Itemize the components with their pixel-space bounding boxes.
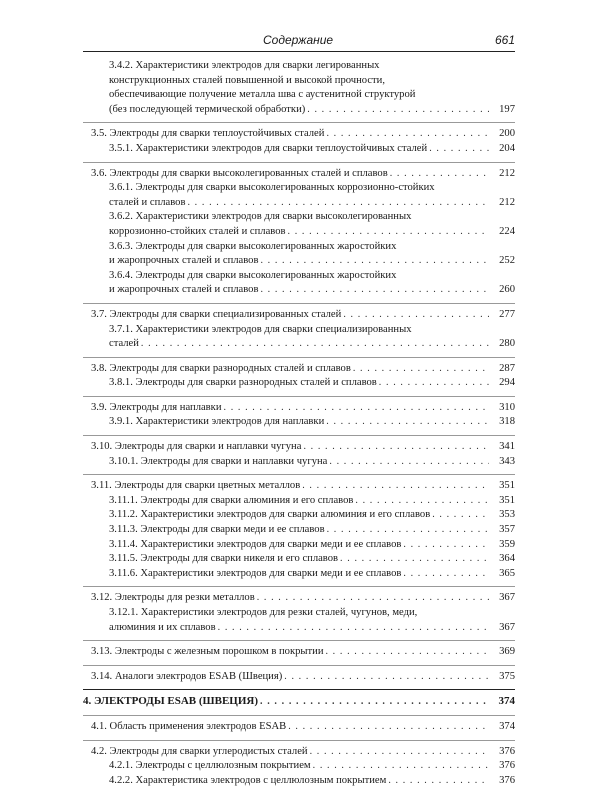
section-divider: [83, 122, 515, 123]
dot-leader: [340, 552, 489, 567]
toc-entry[interactable]: [83, 606, 515, 635]
dot-leader: [403, 538, 489, 553]
section-divider: [83, 474, 515, 475]
toc-page-number: 357: [499, 524, 515, 536]
dot-leader: [355, 494, 489, 509]
toc-page-number: 364: [499, 553, 515, 565]
toc-entry[interactable]: [83, 479, 515, 494]
toc-entry[interactable]: [83, 591, 515, 606]
toc-entry-text: 3.12.1. Характеристики электродов для резки сталей, чугунов, меди,: [109, 607, 418, 618]
toc-entry-text: 3.6.3. Электроды для сварки высоколегированных жаростойких: [109, 240, 397, 252]
toc-page-number: 197: [499, 103, 515, 115]
toc-entry-text: 4.2.1. Электроды с целлюлозным покрытием: [109, 760, 311, 772]
dot-leader: [326, 415, 489, 430]
dot-leader: [260, 283, 489, 298]
toc-page-number: 351: [499, 480, 515, 492]
toc-entry-text: 3.11.5. Электроды для сварки никеля и его сплавов: [109, 553, 339, 565]
section-divider: [83, 162, 515, 163]
toc-entry-text: 3.5.1. Характеристики электродов для сварки теплоустойчивых сталей: [109, 142, 428, 154]
section-divider: [83, 665, 515, 666]
dot-leader: [310, 745, 489, 760]
toc-entry[interactable]: [83, 362, 515, 377]
dot-leader: [307, 103, 489, 118]
toc-entry-text: 4.1. Область применения электродов ESAB: [91, 720, 287, 732]
section-divider: [83, 396, 515, 397]
toc-entry-text: сталей: [109, 338, 139, 350]
toc-page-number: 280: [499, 338, 515, 350]
toc-entry-text: 3.9.1. Характеристики электродов для наплавки: [109, 416, 325, 428]
toc-page-number: 277: [499, 308, 515, 320]
toc-entry-text: 3.6. Электроды для сварки высоколегированных сталей и сплавов: [91, 167, 388, 179]
toc-entry[interactable]: [83, 323, 515, 352]
toc-entry[interactable]: [83, 670, 515, 685]
dot-leader: [390, 167, 489, 182]
toc-page-number: 212: [499, 196, 515, 208]
toc-page-number: 374: [499, 720, 515, 732]
toc-page-number: 369: [499, 646, 515, 658]
toc-entry[interactable]: [83, 401, 515, 416]
section-divider: [83, 689, 515, 690]
toc-entry[interactable]: [83, 455, 515, 470]
toc-entry[interactable]: [83, 745, 515, 760]
toc-entry[interactable]: [83, 508, 515, 523]
toc-entry[interactable]: [83, 376, 515, 391]
toc-entry[interactable]: [83, 415, 515, 430]
toc-entry[interactable]: [83, 645, 515, 660]
toc-entry-text: 3.4.2. Характеристики электродов для сварки легированных: [109, 60, 380, 71]
toc-entry-text: 3.11.6. Характеристики электродов для сварки меди и ее сплавов: [109, 567, 402, 579]
dot-leader: [260, 695, 489, 710]
toc-entry[interactable]: [83, 440, 515, 455]
toc-page-number: 318: [499, 416, 515, 428]
table-of-contents: [83, 59, 515, 788]
toc-page-number: 351: [499, 494, 515, 506]
toc-entry-text: 3.10. Электроды для сварки и наплавки чугуна: [91, 441, 302, 453]
dot-leader: [432, 508, 489, 523]
toc-entry-text: 4.2. Электроды для сварки углеродистых сталей: [91, 745, 308, 757]
toc-entry[interactable]: [83, 494, 515, 509]
toc-entry-text: алюминия и их сплавов: [109, 621, 216, 633]
toc-page-number: 294: [499, 377, 515, 389]
toc-page-number: 376: [499, 760, 515, 772]
toc-entry-text: конструкционных сталей повышенной и высокой прочности,: [109, 74, 385, 86]
toc-entry[interactable]: [83, 552, 515, 567]
toc-entry-text: обеспечивающие получение металла шва с аустенитной структурой: [109, 89, 416, 101]
toc-page-number: 200: [499, 128, 515, 140]
dot-leader: [260, 254, 489, 269]
section-divider: [83, 740, 515, 741]
toc-page-number: 367: [499, 621, 515, 633]
toc-entry-text: 3.7. Электроды для сварки специализированных сталей: [91, 308, 342, 320]
toc-page-number: 359: [499, 538, 515, 550]
dot-leader: [379, 376, 489, 391]
toc-entry[interactable]: [83, 308, 515, 323]
toc-entry-text: и жаропрочных сталей и сплавов: [109, 284, 259, 296]
toc-entry-text: 3.13. Электроды с железным порошком в покрытии: [91, 646, 324, 658]
toc-entry[interactable]: [83, 269, 515, 298]
section-divider: [83, 715, 515, 716]
dot-leader: [302, 479, 489, 494]
toc-entry[interactable]: [83, 127, 515, 142]
toc-entry[interactable]: [83, 59, 515, 117]
dot-leader: [329, 455, 489, 470]
toc-page-number: 224: [499, 225, 515, 237]
section-divider: [83, 303, 515, 304]
dot-leader: [327, 523, 489, 538]
toc-entry-text: 3.12. Электроды для резки металлов: [91, 592, 255, 604]
toc-entry-text: 3.9. Электроды для наплавки: [91, 401, 222, 413]
page-header: [83, 33, 515, 49]
toc-entry[interactable]: [83, 759, 515, 774]
toc-entry[interactable]: [83, 538, 515, 553]
dot-leader: [388, 774, 489, 788]
dot-leader: [141, 337, 489, 352]
toc-page-number: 287: [499, 362, 515, 374]
toc-entry-text: и жаропрочных сталей и сплавов: [109, 255, 259, 267]
toc-entry-text: 4. ЭЛЕКТРОДЫ ESAB (ШВЕЦИЯ): [83, 695, 259, 708]
toc-page-number: 375: [499, 670, 515, 682]
dot-leader: [343, 308, 489, 323]
toc-entry[interactable]: [83, 774, 515, 788]
dot-leader: [288, 225, 490, 240]
toc-entry-text: 3.8. Электроды для сварки разнородных сталей и сплавов: [91, 362, 351, 374]
dot-leader: [284, 670, 489, 685]
running-title: Содержание: [263, 33, 334, 47]
toc-entry-text: (без последующей термической обработки): [109, 103, 306, 115]
toc-entry[interactable]: [83, 523, 515, 538]
toc-page-number: 212: [499, 167, 515, 179]
toc-page-number: 376: [499, 774, 515, 786]
toc-page-number: 353: [499, 509, 515, 521]
toc-entry[interactable]: [83, 167, 515, 182]
toc-entry-text: сталей и сплавов: [109, 196, 186, 208]
section-divider: [83, 435, 515, 436]
toc-entry-text: 3.7.1. Характеристики электродов для сварки специализированных: [109, 323, 412, 335]
toc-entry[interactable]: [83, 181, 515, 210]
toc-entry-text: 3.11.1. Электроды для сварки алюминия и его сплавов: [109, 494, 354, 506]
toc-entry[interactable]: [83, 142, 515, 157]
toc-page-number: 343: [499, 455, 515, 467]
dot-leader: [224, 401, 490, 416]
dot-leader: [218, 621, 489, 636]
toc-entry[interactable]: [83, 694, 515, 710]
toc-entry-text: 3.8.1. Электроды для сварки разнородных сталей и сплавов: [109, 377, 377, 389]
toc-entry-text: 3.6.1. Электроды для сварки высоколегированных коррозионно-стойких: [109, 182, 435, 194]
toc-page-number: 376: [499, 745, 515, 757]
dot-leader: [325, 645, 489, 660]
toc-page-number: 374: [498, 695, 515, 708]
toc-page-number: 260: [499, 284, 515, 296]
dot-leader: [303, 440, 489, 455]
toc-page-number: 367: [499, 592, 515, 604]
dot-leader: [429, 142, 489, 157]
toc-entry-text: 3.11. Электроды для сварки цветных металлов: [91, 480, 301, 492]
toc-entry-text: 3.14. Аналоги электродов ESAB (Швеция): [91, 670, 283, 682]
toc-entry-text: 3.10.1. Электроды для сварки и наплавки чугуна: [109, 455, 328, 467]
toc-entry-text: 3.11.3. Электроды для сварки меди и ее сплавов: [109, 524, 325, 536]
toc-page-number: 341: [499, 441, 515, 453]
section-divider: [83, 357, 515, 358]
page-number: 661: [494, 33, 515, 47]
section-divider: [83, 640, 515, 641]
dot-leader: [288, 720, 489, 735]
toc-entry-text: коррозионно-стойких сталей и сплавов: [109, 225, 286, 237]
toc-entry-text: 4.2.2. Характеристика электродов с целлюлозным покрытием: [109, 774, 387, 786]
toc-entry[interactable]: [83, 567, 515, 582]
toc-entry-text: 3.5. Электроды для сварки теплоустойчивых сталей: [91, 128, 325, 140]
toc-entry-text: 3.11.2. Характеристики электродов для сварки алюминия и его сплавов: [109, 509, 431, 521]
toc-entry[interactable]: [83, 210, 515, 239]
header-rule: [83, 51, 515, 52]
dot-leader: [313, 759, 489, 774]
toc-entry-text: 3.11.4. Характеристики электродов для сварки меди и ее сплавов: [109, 538, 402, 550]
toc-page-number: 365: [499, 567, 515, 579]
toc-entry-text: 3.6.2. Характеристики электродов для сварки высоколегированных: [109, 211, 412, 223]
toc-page-number: 310: [499, 401, 515, 413]
section-divider: [83, 586, 515, 587]
toc-page-number: 252: [499, 255, 515, 267]
dot-leader: [326, 127, 489, 142]
dot-leader: [257, 591, 489, 606]
dot-leader: [187, 196, 489, 211]
dot-leader: [403, 567, 489, 582]
toc-entry[interactable]: [83, 240, 515, 269]
toc-page-number: 204: [499, 142, 515, 154]
toc-entry-text: 3.6.4. Электроды для сварки высоколегированных жаростойких: [109, 269, 397, 281]
dot-leader: [353, 362, 489, 377]
toc-entry[interactable]: [83, 720, 515, 735]
